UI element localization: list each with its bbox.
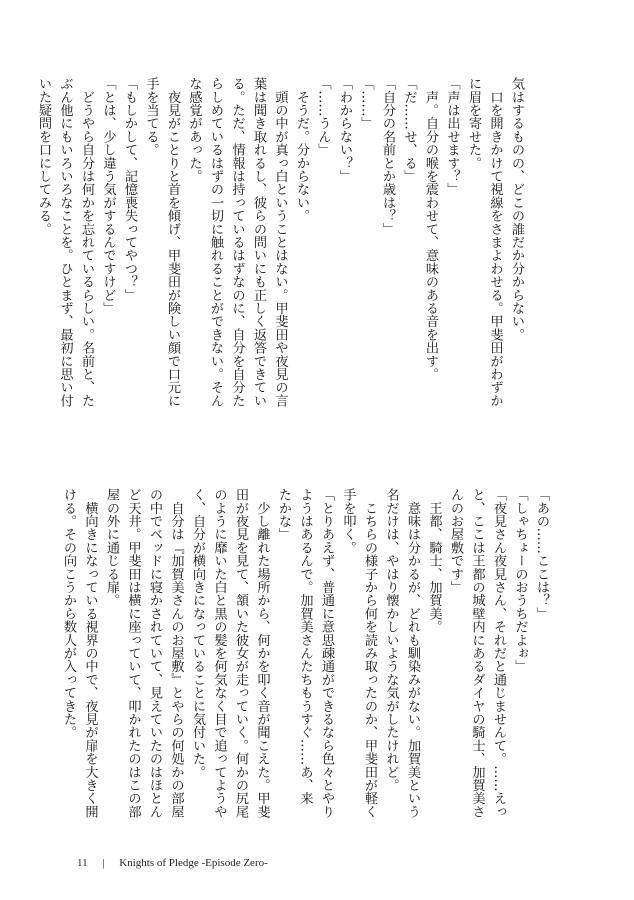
text-line: 「声は出せます？」 [444, 77, 460, 196]
text-line: 頭の中が真っ白ということはない。甲斐田や夜見の言 [272, 77, 288, 407]
text-line: ようはあるんで。加賀美さんたちもうすぐ……あ、来 [297, 488, 313, 805]
text-line: そうだ。分からない。 [294, 77, 309, 223]
text-line: る。ただ、情報は持っているはずなのに、自分を自分た [229, 77, 245, 407]
text-line: く、自分が横向きになっていることに気付いた。 [190, 488, 205, 779]
text-line: 「自分の名前とか歳は？」 [380, 77, 395, 236]
text-line: のように靡いた白と黒の髪を何気なく目で追ってようや [211, 488, 227, 818]
text-line: ぶん他にもいろいろなことを。ひとまず、最初に思い付 [57, 77, 73, 407]
text-line: ける。その向こうから数人が入ってきた。 [61, 488, 76, 739]
page-footer [77, 857, 268, 869]
text-line: 気はするものの、どこの誰だか分からない。 [509, 77, 524, 341]
text-line: こちらの様子から何を読み取ったのか、甲斐田が軽く [362, 488, 377, 818]
text-line: らしめているはずの一切に触れることができない。そん [208, 77, 223, 407]
footer-separator: | [102, 857, 105, 869]
text-line: 横向きになっている視界の中で、夜見が扉を大きく開 [82, 488, 98, 818]
text-tier-top [36, 77, 527, 440]
text-line: どうやら自分は何かを忘れているらしい。名前と、た [79, 77, 94, 407]
text-line: 「だ……せ、る」 [401, 77, 417, 183]
text-line: 声。自分の喉を震わせて、意味のある音を出す。 [423, 77, 438, 381]
text-tier-bottom [61, 488, 552, 851]
text-line: 名だけは、やはり懐かしいような気がしたけれど。 [383, 488, 399, 792]
text-line: と、ここは王都の城壁内にあるダイヤの騎士、加賀美さ [469, 488, 485, 818]
text-line: 「とりあえず、普通に意思疎通ができるなら色々とやり [319, 488, 334, 818]
text-line: ど天井。甲斐田は横に座っていて、叩かれたのはこの部 [125, 488, 141, 818]
text-line: 「わからない？」 [337, 77, 352, 183]
text-line: 田が夜見を見て、頷いた彼女が走っていく。何かの尻尾 [233, 488, 248, 818]
text-line: 「夜見さん夜見さん、それだと通じませんて。……えっ [491, 488, 506, 818]
text-line: たかな」 [276, 488, 291, 541]
text-line: んのお屋敷です」 [448, 488, 463, 594]
text-line: 手を当てる。 [143, 77, 159, 157]
text-line: 葉は聞き取れるし、彼らの問いにも正しく返答できてい [251, 77, 266, 407]
text-line: 「しゃちょーのおうちだよぉ」 [512, 488, 528, 673]
text-line: 夜見がことりと首を傾げ、甲斐田が険しい顔で口元に [165, 77, 180, 407]
text-line: 「あの……ここは？」 [534, 488, 549, 620]
text-line: に眉を寄せた。 [466, 77, 481, 170]
text-line: 意味は分かるが、どれも馴染みがない。加賀美という [405, 488, 420, 818]
text-line: 少し離れた場所から、何かを叩く音が聞こえた。甲斐 [254, 488, 270, 818]
text-line: 「……うん」 [315, 77, 331, 157]
page-number: 11 [77, 857, 88, 869]
text-line: 口を開きかけて視線をさまよわせる。甲斐田がわずか [487, 77, 503, 407]
text-line: 屋の外に通じる扉。 [104, 488, 119, 607]
text-line: いた疑問を口にしてみる。 [36, 77, 51, 236]
text-line: の中でベッドに寝かされていて、見えていたのはほとん [147, 488, 162, 818]
text-line: な感覚があった。 [186, 77, 202, 183]
text-line: 「……」 [358, 77, 374, 130]
book-title: Knights of Pledge -Episode Zero- [119, 857, 268, 869]
text-line: 手を叩く。 [340, 488, 356, 554]
text-line: 王都、騎士、加賀美。 [426, 488, 442, 634]
text-line: 自分は『加賀美さんのお屋敷』とやらの何処かの部屋 [168, 488, 184, 818]
text-line: 「もしかして、記憶喪失ってやつ？」 [122, 77, 137, 302]
text-line: 「とは、少し違う気がするんですけど」 [100, 77, 116, 315]
